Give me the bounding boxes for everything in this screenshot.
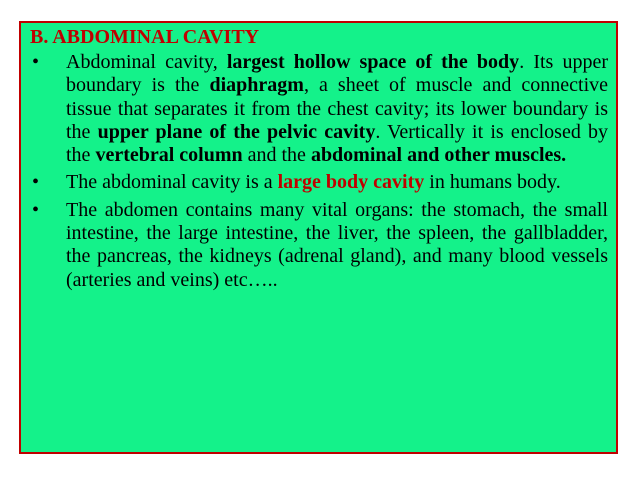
bullet1-text-3: , a sheet of muscle and connective tissue that separates it from the chest cavity; its lower boundary is the	[66, 74, 609, 143]
bullet-mark: •	[32, 198, 40, 221]
bullet-mark: •	[32, 171, 40, 194]
bullet-mark: •	[32, 51, 40, 73]
bullet2-text-1: The abdominal cavity is a	[66, 171, 278, 194]
bullet2-highlight-large-body-cavity: large body cavity	[277, 171, 425, 194]
bullet1-text-1: Abdominal cavity,	[66, 51, 227, 73]
bullet3-text-1: The abdomen contains many vital organs: the stomach, the small intestine, the large intestine, the liver, the spleen, the gallbladder, the pancreas, the kidneys (adrenal gland), and many blood vessels (arteries and veins) etc…..	[66, 198, 608, 291]
bullet1-text-2: . Its upper boundary is the	[66, 51, 608, 97]
bullet-item-abdominal-cavity-definition	[30, 51, 608, 167]
bullet2-text-2: in humans body.	[424, 171, 561, 194]
bullet1-text-5: and the	[242, 144, 311, 167]
bullet-item-large-body-cavity	[30, 171, 608, 194]
bullet1-bold-muscles: abdominal and other muscles.	[310, 144, 567, 167]
bullet1-bold-largest-space: largest hollow space of the body	[226, 51, 520, 73]
slide-content-box	[19, 21, 618, 454]
bullet1-bold-pelvic-plane: upper plane of the pelvic cavity	[97, 120, 376, 143]
bullet1-bold-diaphragm: diaphragm	[209, 74, 304, 97]
bullet-item-vital-organs	[30, 199, 608, 292]
bullet1-text-4: . Vertically it is enclosed by the	[66, 120, 608, 167]
bullet-list	[30, 51, 608, 292]
bullet1-bold-vertebral-column: vertebral column	[95, 144, 243, 167]
slide-heading: B. ABDOMINAL CAVITY	[30, 26, 260, 48]
